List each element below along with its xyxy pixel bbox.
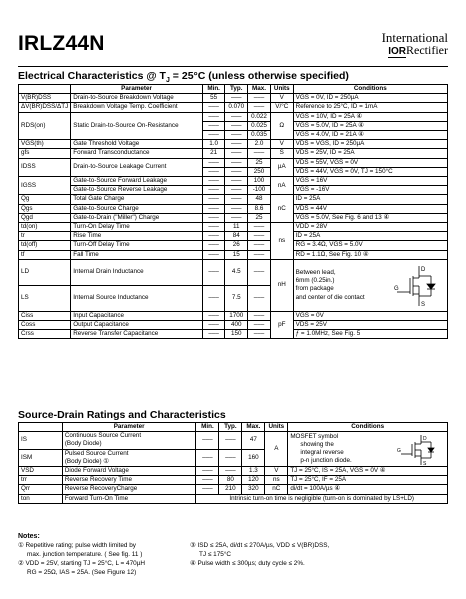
svg-text:S: S (423, 461, 427, 467)
table-row: ––– ––– 250 VDS = 44V, VGS = 0V, TJ = 150°C (19, 167, 448, 176)
table-row: VSD Diode Forward Voltage ––– ––– 1.3 V TJ = 25°C, IS = 25A, VGS = 0V ④ (19, 467, 448, 476)
table-row: Gate-to-Source Reverse Leakage ––– ––– -100 VGS = -16V (19, 186, 448, 195)
table-header-row: Parameter Min. Typ. Max. Units Conditions (19, 423, 448, 432)
table-row: Coss Output Capacitance ––– 400 ––– VDS = 25V (19, 321, 448, 330)
table-row: Crss Reverse Transfer Capacitance ––– 150 ––– ƒ = 1.0MHz, See Fig. 5 (19, 330, 448, 339)
inductance-conditions: Between lead, 6mm (0.25in.) from package and center of die contact D G S (293, 259, 447, 311)
table-row: ––– ––– 0.025 VGS = 5.0V, ID = 25A ④ (19, 121, 448, 130)
svg-text:S: S (421, 301, 426, 308)
brand-ior: IOR (388, 46, 407, 57)
table-row: tr Rise Time ––– 84 ––– ID = 25A (19, 232, 448, 241)
table-row: td(off) Turn-Off Delay Time ––– 26 ––– RG = 3.4Ω, VGS = 5.0V (19, 241, 448, 250)
svg-text:G: G (397, 448, 401, 455)
note-2: ② VDD = 25V, starting TJ = 25°C, L = 470µH RG = 25Ω, IAS = 25A. (See Figure 12) (18, 560, 146, 576)
table-row: LD Internal Drain Inductance ––– 4.5 ––– nH Between lead, 6mm (0.25in.) from package and center of die contact D G S (19, 259, 448, 285)
table-row: VGS(th) Gate Threshold Voltage 1.0 ––– 2.0 V VDS = VGS, ID = 250µA (19, 140, 448, 149)
table-row: trr Reverse Recovery Time ––– 80 120 ns TJ = 25°C, IF = 25A (19, 476, 448, 485)
table-row: Qrr Reverse RecoveryCharge ––– 210 320 nC di/dt = 100A/µs ④ (19, 485, 448, 494)
svg-text:D: D (421, 266, 426, 273)
table-row: RDS(on) Static Drain-to-Source On-Resistance ––– ––– 0.022 Ω VGS = 10V, ID = 25A ④ (19, 112, 448, 121)
mosfet-diode-symbol-icon (397, 434, 441, 466)
table-row: LS Internal Source Inductance ––– 7.5 ––– (19, 285, 448, 311)
table-row: ––– ––– 0.035 VGS = 4.0V, ID = 21A ④ (19, 131, 448, 140)
table-row: td(on) Turn-On Delay Time ––– 11 ––– ns VDD = 28V (19, 223, 448, 232)
brand-line2: Rectifier (406, 43, 448, 57)
table-row: ton Forward Turn-On Time Intrinsic turn-on time is negligible (turn-on is dominated by LS+LD) (19, 494, 448, 503)
table-row: IDSS Drain-to-Source Leakage Current ––– ––– 25 µA VDS = 55V, VGS = 0V (19, 158, 448, 167)
table-row: gfs Forward Transconductance 21 ––– ––– S VDS = 25V, ID = 25A (19, 149, 448, 158)
brand-logo (382, 32, 448, 58)
notes-section (18, 533, 448, 576)
electrical-characteristics-table (18, 84, 448, 339)
table-row: Qgs Gate-to-Source Charge ––– ––– 8.6 VDS = 44V (19, 204, 448, 213)
notes-title: Notes: (18, 533, 40, 540)
page-header (18, 32, 448, 67)
svg-text:G: G (394, 285, 399, 292)
table-row: ΔV(BR)DSS/ΔTJ Breakdown Voltage Temp. Coefficient ––– 0.070 ––– V/°C Reference to 25°C, ID = 1mA (19, 103, 448, 112)
table-row: Ciss Input Capacitance ––– 1700 ––– pF VGS = 0V (19, 311, 448, 320)
table-header-row: Parameter Min. Typ. Max. Units Conditions (19, 85, 448, 94)
part-number: IRLZ44N (18, 32, 105, 55)
note-1: ① Repetitive rating; pulse width limited by max. junction temperature. ( See fig. 11 ) (18, 542, 143, 558)
sd-section-title: Source-Drain Ratings and Characteristics (18, 409, 226, 421)
mosfet-symbol-icon (393, 264, 441, 308)
table-row: tf Fall Time ––– 15 ––– RD = 1.1Ω, See Fig. 10 ④ (19, 250, 448, 259)
table-row: ISM Pulsed Source Current (Body Diode) ① ––– ––– 160 (19, 449, 448, 466)
svg-text:D: D (423, 436, 427, 443)
table-row: Qg Total Gate Charge ––– ––– 48 nC ID = 25A (19, 195, 448, 204)
table-row: IS Continuous Source Current (Body Diode) ––– ––– 47 A MOSFET symbol showing the integral reverse p-n junction diode. D G S (19, 432, 448, 449)
note-4: ④ Pulse width ≤ 300µs; duty cycle ≤ 2%. (190, 560, 305, 567)
source-drain-table (18, 422, 448, 504)
brand-line1: International (381, 30, 448, 45)
body-diode-conditions: MOSFET symbol showing the integral reverse p-n junction diode. D G S (288, 432, 448, 467)
table-row: IGSS Gate-to-Source Forward Leakage ––– ––– 100 nA VGS = 16V (19, 177, 448, 186)
table-row: V(BR)DSS Drain-to-Source Breakdown Voltage 55 ––– ––– V VGS = 0V, ID = 250µA (19, 94, 448, 103)
table-row: Qgd Gate-to-Drain ("Miller") Charge ––– ––– 25 VGS = 5.0V, See Fig. 6 and 13 ④ (19, 213, 448, 222)
ec-section-title: Electrical Characteristics @ $T_J = 25^\circ C$ (unless otherwise specified) (18, 70, 349, 85)
note-3: ③ ISD ≤ 25A, di/dt ≤ 270A/µs, VDD ≤ V(BR)DSS, TJ ≤ 175°C (190, 542, 330, 558)
